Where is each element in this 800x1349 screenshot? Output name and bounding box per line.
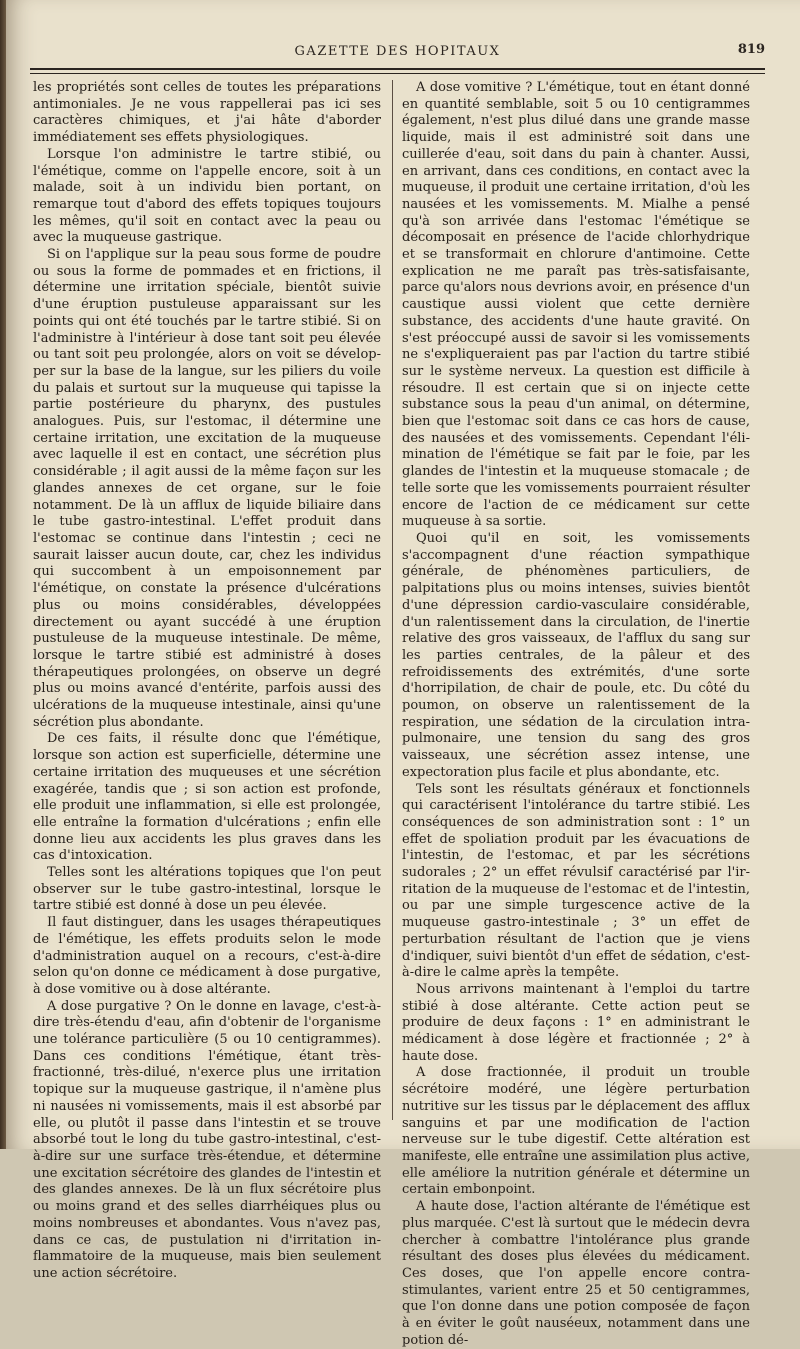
paragraph: Si on l'applique sur la peau sous forme de poudre ou sous la forme de pommades et en frictions, il détermine une irritation spéciale, bientôt suivie d'une éruption pustuleuse apparaissant sur les points qui ont été touchés par le tartre stibié. Si on l'administre à l'intérieur à dose tant soit peu élevée ou tant soit peu prolongée, alors on voit se développer sur la base de la langue, sur les piliers du voile du palais et surtout sur la muqueuse qui tapisse la partie postérieure du pharynx, des pustules analogues. Puis, sur l'estomac, il détermine une certaine irritation, une excitation de la muqueuse avec laquelle il est en contact, une sécrétion plus considérable ; il agit aussi de la même façon sur les glandes annexes de cet organe, sur le foie notamment. De là un afflux de liquide biliaire dans le tube gastro-intestinal. L'effet produit dans l'estomac se continue dans l'intestin ; ceci ne saurait laisser aucun doute, car, chez les individus qui succombent à un empoisonnement par l'émétique, on constate la présence d'ulcérations plus ou moins considérables, développées directement ou ayant succédé à une éruption pustuleuse de la muqueuse intestinale. De même, lorsque le tartre stibié est administré à doses thérapeutiques prolongées, on observe un degré plus ou moins avancé d'entérite, parfois aussi des ulcérations de la muqueuse intestinale, ainsi qu'une sécrétion plus abondante. [33,247,381,730]
paragraph: De ces faits, il résulte donc que l'émétique, lorsque son action est superficielle, détermine une certaine irritation des muqueuses et une sécrétion exagérée, tandis que ; si son action est profonde, elle produit une inflammation, si elle est prolongée, elle entraîne la formation d'ulcérations ; enfin elle donne lieu aux accidents les plus graves dans les cas d'intoxication. [33,731,381,864]
right-column [402,80,750,1348]
left-column [33,80,381,1281]
newspaper-page [6,0,800,1348]
header-rule-thick [30,68,765,70]
page-number: 819 [737,42,765,57]
page-header [30,44,765,66]
header-rule-thin [30,73,765,74]
paragraph: Lorsque l'on administre le tartre stibié, ou l'émétique, comme on l'appelle encore, soit à un malade, soit à un individu bien portant, on remarque tout d'abord des effets topiques toujours les mêmes, qu'il soit en contact avec la peau ou avec la muqueuse gastrique. [33,146,381,246]
column-divider [392,80,393,1120]
paragraph: Telles sont les altérations topiques que l'on peut observer sur le tube gastro-intestinal, lorsque le tartre stibié est donné à dose un peu élevée. [33,865,381,914]
paragraph: Quoi qu'il en soit, les vomissements s'accompagnent d'une réaction sympathique générale, de phénomènes particuliers, de palpitations plus ou moins intenses, suivies bientôt d'une dépression cardio-vasculaire considérable, d'un ralentissement dans la circulation, de l'inertie relative des gros vaisseaux, de l'afflux du sang sur les parties centrales, de la pâleur et des refroidissements des extrémités, d'une sorte d'horripilation, de chair de poule, etc. Du côté du poumon, on observe un ralentissement de la respiration, une sédation de la circulation intra-pulmonaire, une tension du sang des gros vaisseaux, une sécrétion assez intense, une expectoration plus facile et plus abondante, etc. [402,530,750,780]
paragraph: A dose vomitive ? L'émétique, tout en étant donné en quantité semblable, soit 5 ou 10 centigrammes également, n'est plus dilué dans une grande masse liquide, mais il est administré soit dans une cuillerée d'eau, soit dans du pain à chanter. Aussi, en arrivant, dans ces conditions, en contact avec la muqueuse, il produit une certaine irritation, d'où les nausées et les vomissements. M. Mialhe a pensé qu'à son arrivée dans l'estomac l'émétique se décomposait en présence de l'acide chlorhydrique et se transformait en chlorure d'antimoine. Cette explication ne me paraît pas très-satisfaisante, parce qu'alors nous devrions avoir, en présence d'un caustique aussi violent que cette dernière substance, des accidents d'une haute gravité. On s'est préoccupé aussi de savoir si les vomissements ne s'expliqueraient pas par l'action du tartre stibié sur le système nerveux. La question est difficile à résoudre. Il est certain que si on injecte cette substance sous la peau d'un animal, on détermine, bien que l'estomac soit dans ce cas hors de cause, des nausées et des vomissements. Cependant l'élimination de l'émétique se fait par le foie, par les glandes de l'intestin et la muqueuse stomacale ; de telle sorte que les vomissements pourraient résulter encore de l'action de ce médicament sur cette muqueuse à sa sortie. [402,80,750,530]
paragraph: A dose purgative ? On le donne en lavage, c'est-à-dire très-étendu d'eau, afin d'obtenir de l'organisme une tolérance particulière (5 ou 10 centigrammes). Dans ces conditions l'émétique, étant très-fractionné, très-dilué, n'exerce plus une irritation topique sur la muqueuse gastrique, il n'amène plus ni nausées ni vomissements, mais il est absorbé par elle, ou plutôt il passe dans l'intestin et se trouve absorbé tout le long du tube gastro-intestinal, c'est-à-dire sur une surface très-étendue, et détermine une excitation sécrétoire des glandes de l'intestin et des glandes annexes. De là un flux sécrétoire plus ou moins grand et des selles diarrhéiques plus ou moins nombreuses et abondantes. Vous n'avez pas, dans ce cas, de pustulation ni d'irritation inflammatoire de la muqueuse, mais bien seulement une action sécrétoire. [33,998,381,1281]
paragraph: Il faut distinguer, dans les usages thérapeutiques de l'émétique, les effets produits selon le mode d'administration auquel on a recours, c'est-à-dire selon qu'on donne ce médicament à dose purgative, à dose vomitive ou à dose altérante. [33,915,381,997]
publication-title: GAZETTE DES HOPITAUX [294,44,501,59]
paragraph: Tels sont les résultats généraux et fonctionnels qui caractérisent l'intolérance du tartre stibié. Les conséquences de son administration sont : 1° un effet de spoliation produit par les évacuations de l'intestin, de l'estomac, et par les sécrétions sudorales ; 2° un effet révulsif caractérisé par l'irritation de la muqueuse de l'estomac et de l'intestin, ou par une simple turgescence active de la muqueuse gastro-intestinale ; 3° un effet de perturbation résultant de l'action que je viens d'indiquer, suivi bientôt d'un effet de sédation, c'est-à-dire le calme après la tempête. [402,781,750,981]
paragraph: les propriétés sont celles de toutes les préparations antimoniales. Je ne vous rappellerai pas ici ses caractères chimiques, et j'ai hâte d'aborder immédiatement ses effets physiologiques. [33,80,381,146]
paragraph: A dose fractionnée, il produit un trouble sécrétoire modéré, une légère perturbation nutritive sur les tissus par le déplacement des afflux sanguins et par une modification de l'action nerveuse sur le tube digestif. Cette altération est manifeste, elle entraîne une assimilation plus active, elle améliore la nutrition générale et détermine un certain embonpoint. [402,1065,750,1198]
paragraph: Nous arrivons maintenant à l'emploi du tartre stibié à dose altérante. Cette action peut se produire de deux façons : 1° en administrant le médicament à dose légère et fractionnée ; 2° à haute dose. [402,981,750,1064]
paragraph: A haute dose, l'action altérante de l'émétique est plus marquée. C'est là surtout que le médecin devra chercher à combattre l'intolérance plus grande résultant des doses plus élevées du médicament. Ces doses, que l'on appelle encore contra-stimulantes, varient entre 25 et 50 centigrammes, que l'on donne dans une potion composée de façon à en éviter le goût nauséeux, notamment dans une potion dé- [402,1199,750,1348]
